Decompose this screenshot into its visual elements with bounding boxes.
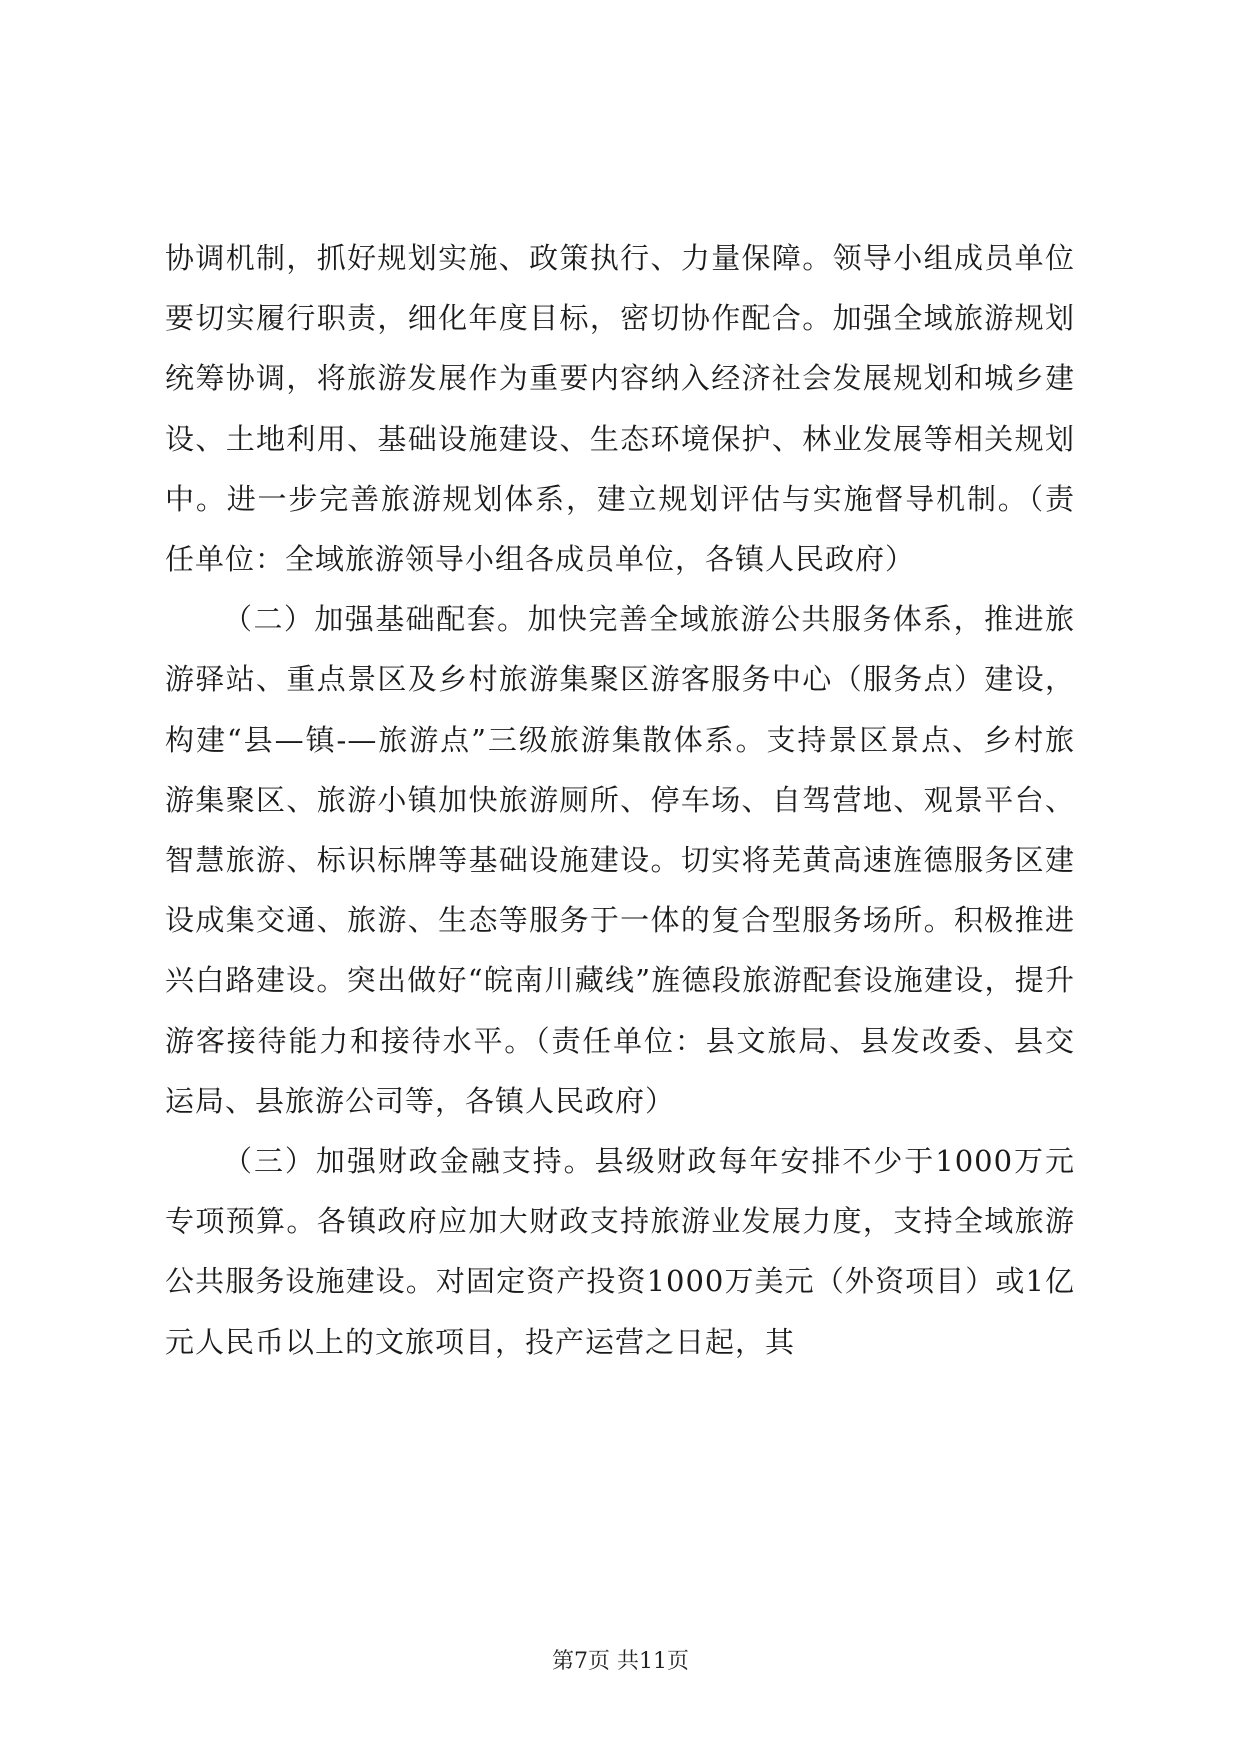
paragraph-finance: （三）加强财政金融支持。县级财政每年安排不少于1000万元专项预算。各镇政府应加大财政支持旅游业发展力度，支持全域旅游公共服务设施建设。对固定资产投资1000万美元（外资项目）或1亿元人民币以上的文旅项目，投产运营之日起，其 xyxy=(165,1144,1075,1359)
paragraph-infrastructure: （二）加强基础配套。加快完善全域旅游公共服务体系，推进旅游驿站、重点景区及乡村旅游集聚区游客服务中心（服务点）建设，构建“县—镇-—旅游点”三级旅游集散体系。支持景区景点、乡村旅游集聚区、旅游小镇加快旅游厕所、停车场、自驾营地、观景平台、智慧旅游、标识标牌等基础设施建设。切实将芜黄高速旌德服务区建设成集交通、旅游、生态等服务于一体的复合型服务场所。积极推进兴白路建设。突出做好“皖南川藏线”旌德段旅游配套设施建设，提升游客接待能力和接待水平。（责任单位：县文旅局、县发改委、县交运局、县旅游公司等，各镇人民政府） xyxy=(165,602,1075,1118)
page-footer: 第7页 共11页 xyxy=(552,1649,689,1674)
document-body xyxy=(165,228,1075,1372)
paragraph-continuation: 协调机制，抓好规划实施、政策执行、力量保障。领导小组成员单位要切实履行职责，细化年度目标，密切协作配合。加强全域旅游规划统筹协调，将旅游发展作为重要内容纳入经济社会发展规划和城乡建设、土地利用、基础设施建设、生态环境保护、林业发展等相关规划中。进一步完善旅游规划体系，建立规划评估与实施督导机制。（责任单位：全域旅游领导小组各成员单位，各镇人民政府） xyxy=(165,241,1075,577)
